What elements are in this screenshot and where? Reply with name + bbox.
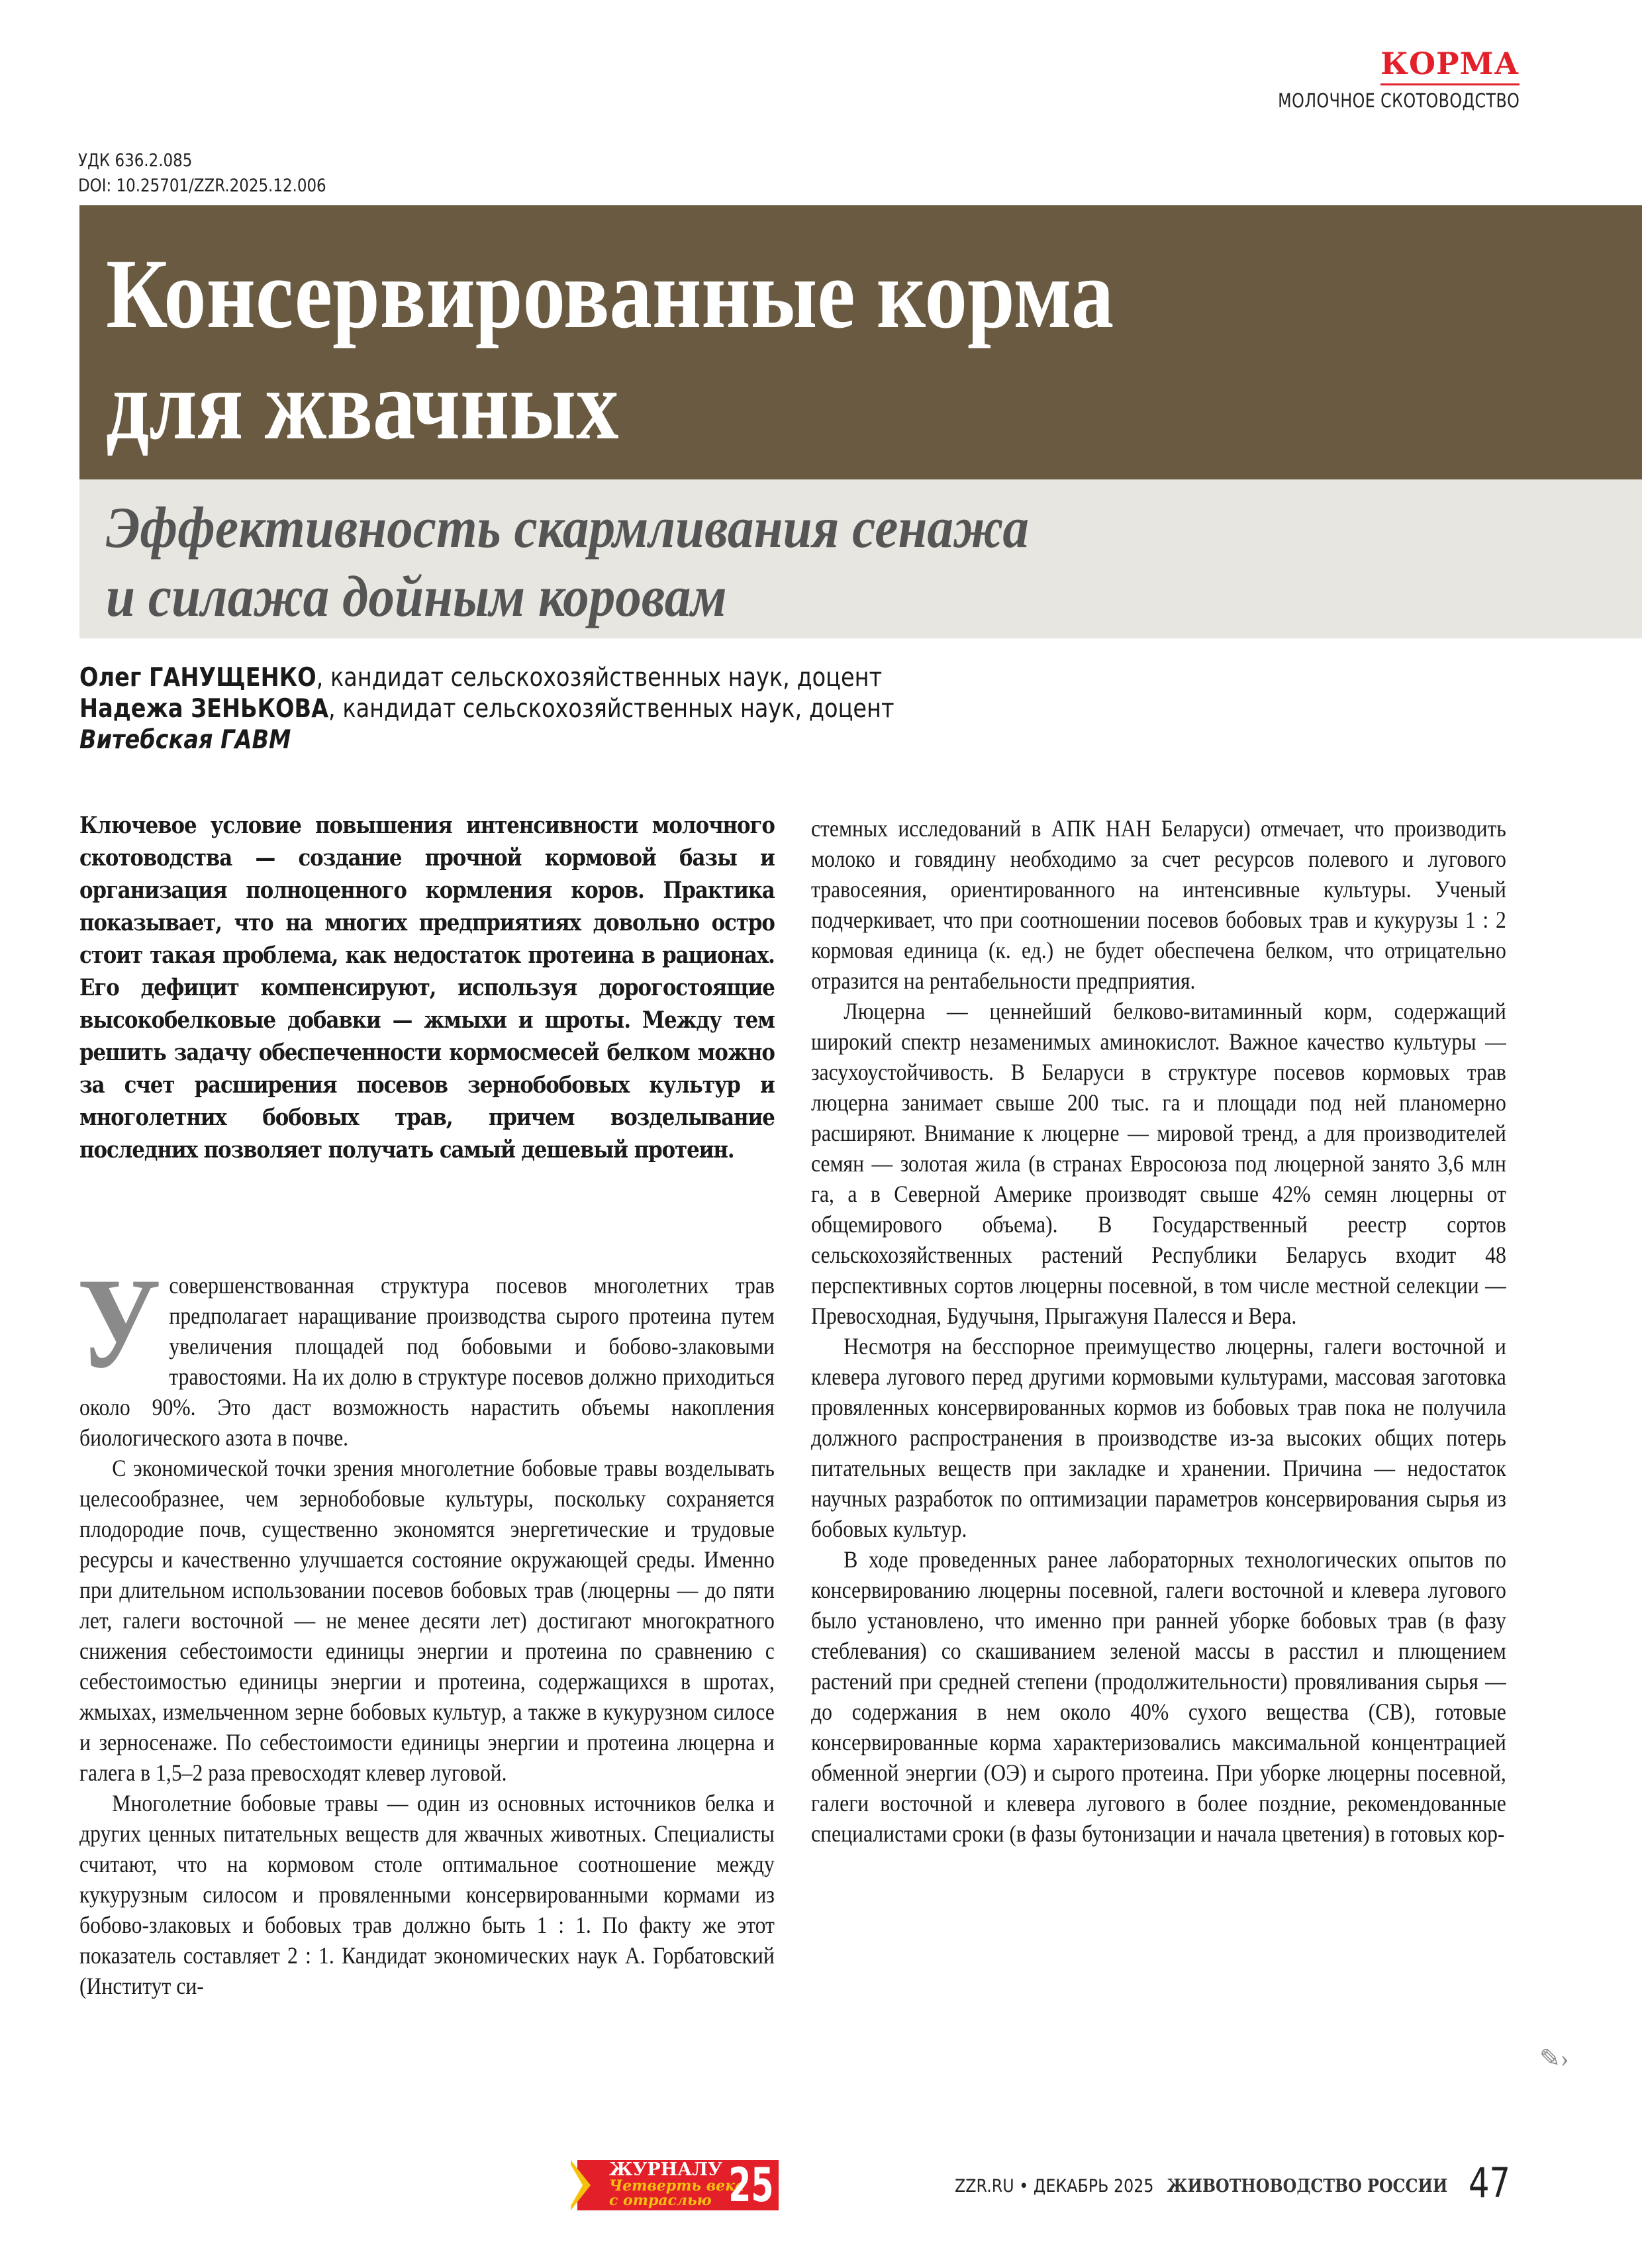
title-line-2: для жвачных xyxy=(106,350,619,460)
title-band xyxy=(79,205,1642,479)
article-meta xyxy=(78,148,326,199)
page-number: 47 xyxy=(1469,2159,1511,2207)
paragraph: В ходе проведенных ранее лабораторных технологических опытов по консервированию люцерны посевной, галеги восточной и клевера лугового было установлено, что именно при ранней уборке бобовых трав (в фазу стеблевания) со скашиванием зеленой массы в расстил и плющением растений при средней степени (продолжительности) провяливания сырья — до содержания в нем около 40% сухого вещества (СВ), готовые консервированные корма характеризовались максимальной концентрацией обменной энергии (ОЭ) и сырого протеина. При уборке люцерны посевной, галеги восточной и клевера лугового в более поздние, рекомендованные специалистами сроки (в фазы бутонизации и начала цветения) в готовых кор- xyxy=(811,1546,1506,1847)
author-name: Надежа ЗЕНЬКОВА xyxy=(79,694,329,724)
title-line-1: Консервированные корма xyxy=(106,239,1114,349)
site-and-date: ZZR.RU • ДЕКАБРЬ 2025 xyxy=(955,2176,1154,2196)
author-name: Олег ГАНУЩЕНКО xyxy=(79,663,316,693)
body-column-right xyxy=(811,813,1506,1849)
author xyxy=(79,662,894,693)
doi: DOI: 10.25701/ZZR.2025.12.006 xyxy=(78,175,326,196)
section-title: КОРМА xyxy=(1380,46,1520,85)
badge-text xyxy=(609,2161,744,2208)
udk-code: УДК 636.2.085 xyxy=(78,150,193,171)
pencil-arrow-icon: ✎› xyxy=(1539,2045,1569,2073)
badge-line-1: Четверть века xyxy=(609,2177,745,2194)
paragraph xyxy=(77,1252,775,1453)
article-subtitle xyxy=(106,494,1029,632)
article-title xyxy=(106,238,1114,461)
authors-block xyxy=(79,662,894,756)
subsection-title: МОЛОЧНОЕ СКОТОВОДСТВО xyxy=(1277,89,1520,112)
body-column-left xyxy=(77,1252,775,2001)
author-role: , кандидат сельскохозяйственных наук, доцент xyxy=(316,663,883,693)
lead-paragraph xyxy=(79,809,775,1166)
badge-line-2: с отраслью xyxy=(609,2192,712,2209)
badge-title: ЖУРНАЛУ xyxy=(609,2159,722,2180)
chevron-cutout xyxy=(568,2160,583,2210)
subtitle-line-2: и силажа дойным коровам xyxy=(106,565,727,629)
paragraph: Несмотря на бесспорное преимущество люцерны, галеги восточной и клевера лугового перед другими кормовыми культурами, массовая заготовка провяленных консервированных кормов из бобовых трав пока не получила должного распространения в производстве из-за высоких общих потерь питательных веществ при закладке и хранении. Причина — недостаток научных разработок по оптимизации параметров консервирования сырья из бобовых культур. xyxy=(811,1333,1506,1542)
paragraph-text: совершенствованная структура посевов многолетних трав предполагает наращивание производства сырого протеина путем увеличения площадей под бобовыми и бобово-злаковыми травостоями. На их долю в структуре посевов должно приходиться около 90%. Это даст возможность нарастить объемы накопления биологического азота в почве. xyxy=(79,1272,775,1451)
drop-cap: У xyxy=(77,1252,162,1395)
magazine-name: ЖИВОТНОВОДСТВО РОССИИ xyxy=(1167,2176,1448,2196)
subtitle-band xyxy=(79,479,1642,638)
subtitle-line-1: Эффективность скармливания сенажа xyxy=(106,496,1029,560)
paragraph: Люцерна — ценнейший белково-витаминный корм, содержащий широкий спектр незаменимых аминокислот. Важное качество культуры — засухоустойчивость. В Беларуси в структуре посевов кормовых трав люцерна занимает свыше 200 тыс. га и площади под ней планомерно расширяют. Внимание к люцерне — мировой тренд, а для производителей семян — золотая жила (в странах Евросоюза под люцерной занято 3,6 млн га, а в Северной Америке производят свыше 42% семян люцерны от общемирового объема). В Государственный реестр сортов сельскохозяйственных растений Республики Беларусь входит 48 перспективных сортов люцерны посевной, в том числе местной селекции — Превосходная, Будучыня, Прыгажуня Палесся и Вера. xyxy=(811,998,1506,1329)
lead-text: Ключевое условие повышения интенсивности молочного скотоводства — создание прочной кормовой базы и организация полноценного кормления коров. Практика показывает, что на многих предприятиях довольно остро стоит такая проблема, как недостаток протеина в рационах. Его дефицит компенсируют, используя дорогостоящие высокобелковые добавки — жмыхи и шроты. Между тем решить задачу обеспеченности кормосмесей белком можно за счет расширения посевов зернобобовых культур и многолетних бобовых трав, причем возделывание последних позволяет получать самый дешевый протеин. xyxy=(79,812,775,1163)
footer-info xyxy=(955,2176,1447,2196)
section-rubric xyxy=(1225,46,1520,112)
affiliation: Витебская ГАВМ xyxy=(79,725,291,755)
paragraph: С экономической точки зрения многолетние бобовые травы возделывать целесообразнее, чем зернобобовые культуры, поскольку сохраняется плодородие почв, существенно экономятся энергетические и трудовые ресурсы и качественно улучшается состояние окружающей среды. Именно при длительном использовании посевов бобовых трав (люцерны — до пяти лет, галеги восточной — не менее десяти лет) достигают многократного снижения себестоимости единицы энергии и протеина по сравнению с себестоимостью единицы энергии и протеина, содержащихся в шротах, жмыхах, измельченном зерне бобовых культур, а также в кукурузном силосе и зерносенаже. По себестоимости единицы энергии и протеина люцерна и галега в 1,5–2 раза превосходят клевер луговой. xyxy=(79,1455,775,1786)
badge-number: 25 xyxy=(728,2158,773,2212)
paragraph: стемных исследований в АПК НАН Беларуси) отмечает, что производить молоко и говядину необходимо за счет ресурсов полевого и лугового травосеяния, ориентированного на интенсивные культуры. Ученый подчеркивает, что при соотношении посевов бобовых трав и кукурузы 1 : 2 кормовая единица (к. ед.) не будет обеспечена белком, что отрицательно отразится на рентабельности предприятия. xyxy=(811,815,1506,994)
author xyxy=(79,693,894,724)
author-role: , кандидат сельскохозяйственных наук, доцент xyxy=(328,694,894,724)
anniversary-badge xyxy=(577,2160,779,2210)
paragraph: Многолетние бобовые травы — один из основных источников белка и других ценных питательных веществ для жвачных животных. Специалисты считают, что на кормовом столе оптимальное соотношение между кукурузным силосом и провяленными консервированными кормами из бобово-злаковых и бобовых трав должно быть 1 : 1. По факту же этот показатель составляет 2 : 1. Кандидат экономических наук А. Горбатовский (Институт си- xyxy=(79,1790,775,1999)
